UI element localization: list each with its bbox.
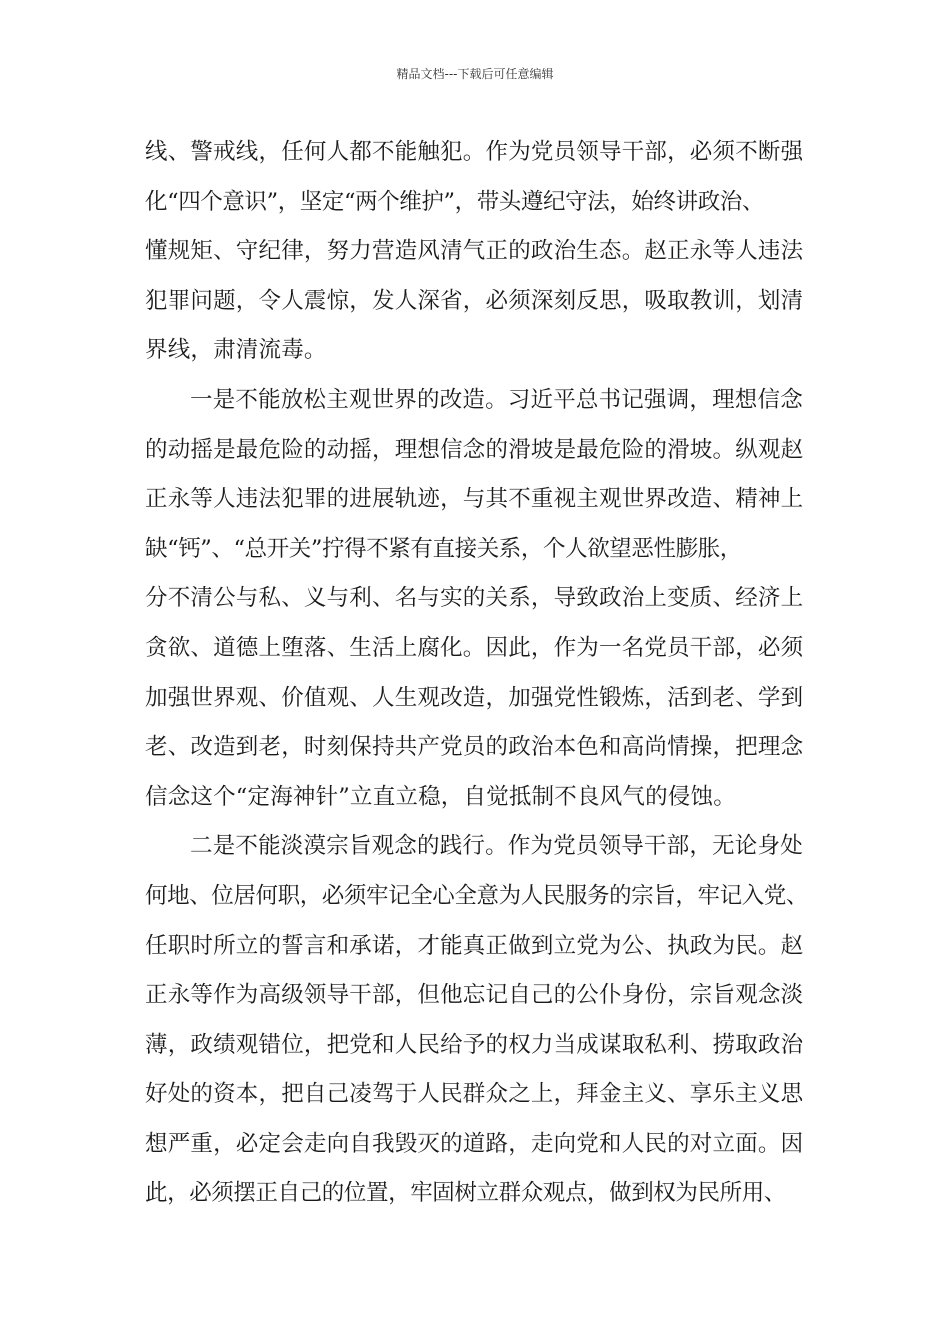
text-line: 正永等人违法犯罪的进展轨迹，与其不重视主观世界改造、精神上 xyxy=(145,486,804,513)
text-line: 老、改造到老，时刻保持共产党员的政治本色和高尚情操，把理念 xyxy=(145,734,804,761)
document-body xyxy=(145,128,815,1219)
text-line: 分不清公与私、义与利、名与实的关系，导致政治上变质、经济上 xyxy=(145,585,804,612)
text-line: 此，必须摆正自己的位置，牢固树立群众观点，做到权为民所用、 xyxy=(145,1180,786,1207)
text-line: 缺“钙”、“总开关”拧得不紧有直接关系，个人欲望恶性膨胀， xyxy=(145,535,742,562)
text-line: 任职时所立的誓言和承诺，才能真正做到立党为公、执政为民。赵 xyxy=(145,932,804,959)
text-line: 线、警戒线，任何人都不能触犯。作为党员领导干部，必须不断强 xyxy=(145,139,804,165)
text-line: 好处的资本，把自己凌驾于人民群众之上，拜金主义、享乐主义思 xyxy=(145,1081,804,1108)
paragraph-start-line: 一是不能放松主观世界的改造。习近平总书记强调，理想信念 xyxy=(190,386,803,413)
text-line: 的动摇是最危险的动摇，理想信念的滑坡是最危险的滑坡。纵观赵 xyxy=(145,436,804,463)
text-line: 界线，肃清流毒。 xyxy=(145,337,327,364)
text-line: 何地、位居何职，必须牢记全心全意为人民服务的宗旨，牢记入党、 xyxy=(145,882,809,909)
page-header: 精品文档---下载后可任意编辑 xyxy=(396,67,554,81)
paragraph-start-line: 二是不能淡漠宗旨观念的践行。作为党员领导干部，无论身处 xyxy=(190,833,803,860)
text-line: 犯罪问题，令人震惊，发人深省，必须深刻反思，吸取教训，划清 xyxy=(145,287,804,314)
text-line: 信念这个“定海神针”立直立稳，自觉抵制不良风气的侵蚀。 xyxy=(145,783,736,810)
text-line: 化“四个意识”，坚定“两个维护”，带头遵纪守法，始终讲政治、 xyxy=(145,188,765,215)
text-line: 薄，政绩观错位，把党和人民给予的权力当成谋取私利、捞取政治 xyxy=(145,1031,804,1058)
text-line: 想严重，必定会走向自我毁灭的道路，走向党和人民的对立面。因 xyxy=(145,1130,804,1157)
text-line: 贪欲、道德上堕落、生活上腐化。因此，作为一名党员干部，必须 xyxy=(145,634,804,661)
text-line: 懂规矩、守纪律，努力营造风清气正的政治生态。赵正永等人违法 xyxy=(145,238,804,265)
text-line: 加强世界观、价值观、人生观改造，加强党性锻炼，活到老、学到 xyxy=(145,684,804,711)
text-line: 正永等作为高级领导干部，但他忘记自己的公仆身份，宗旨观念淡 xyxy=(145,982,804,1009)
